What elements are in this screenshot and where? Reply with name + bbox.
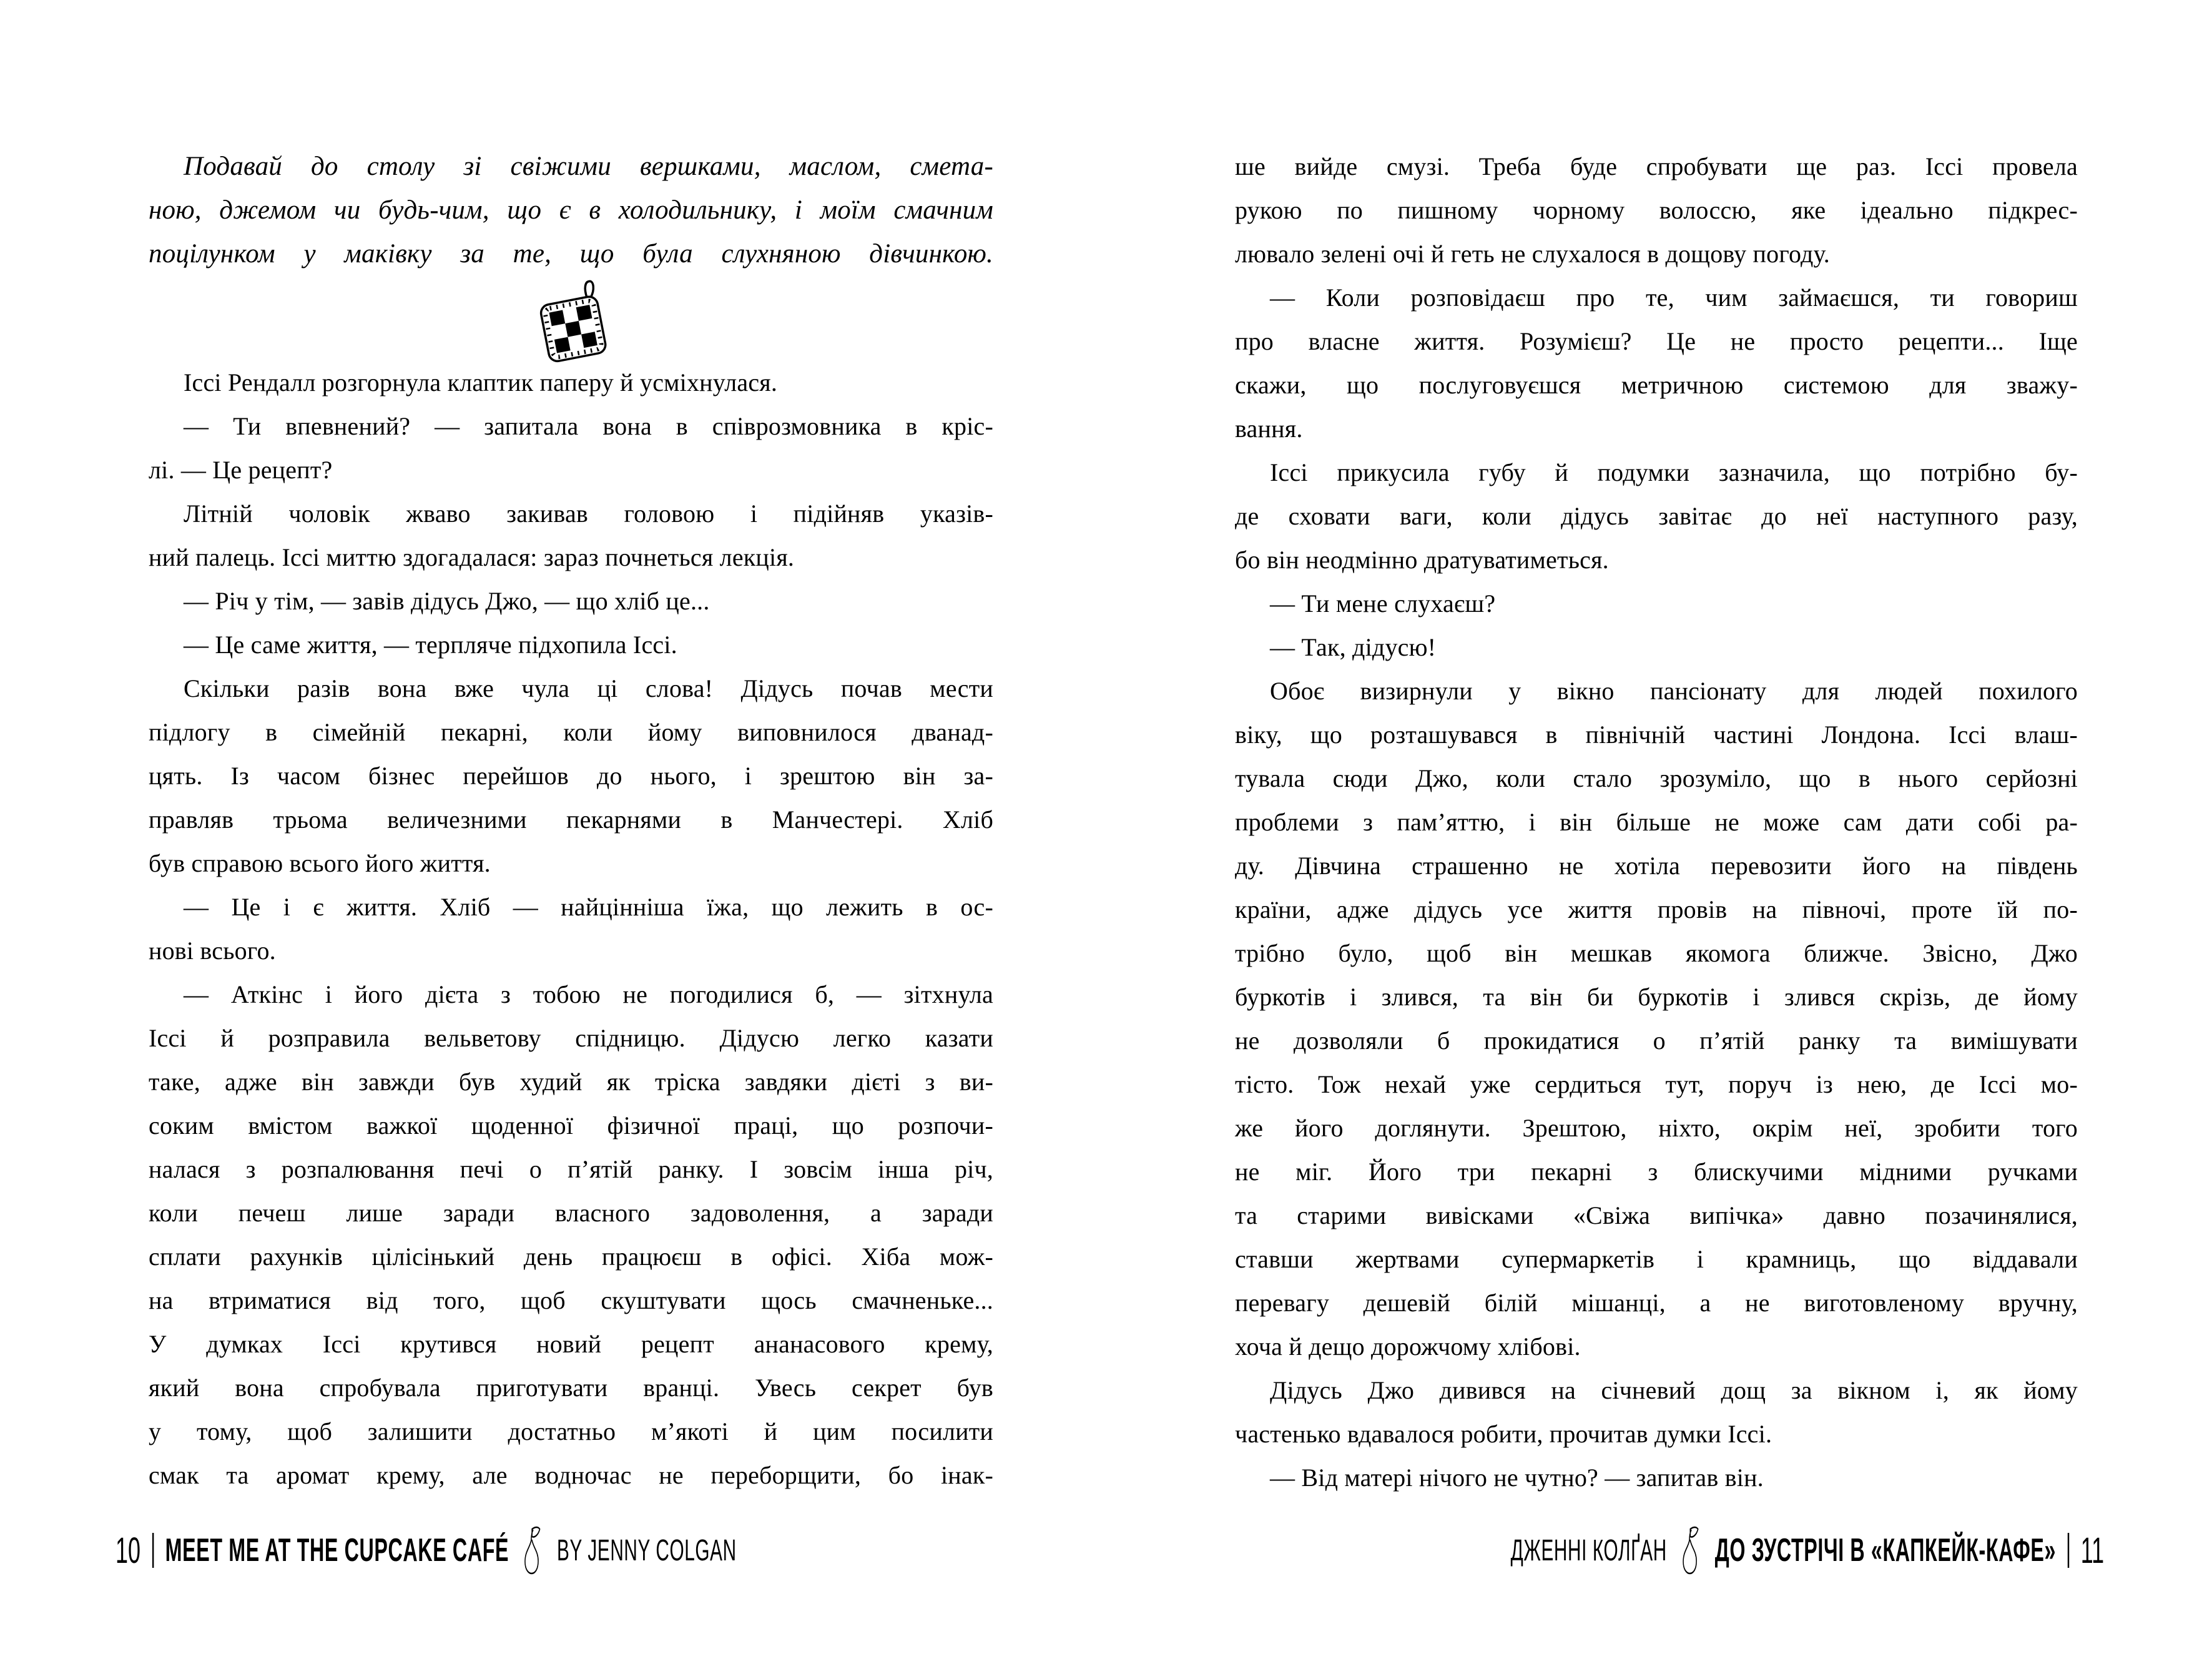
text-line: — Ти впевнений? — запитала вона в співрозмовника в кріс-: [184, 412, 993, 440]
text-line: який вона спробувала приготувати вранці. Увесь секрет був: [149, 1374, 993, 1402]
paragraph: [149, 623, 993, 667]
text-line: соким вмістом важкої щоденної фізичної праці, що розпочи-: [149, 1111, 993, 1140]
text-line: про власне життя. Розумієш? Це не просто рецепти... Іще: [1235, 327, 2078, 355]
text-line: Дідусь Джо дивився на січневий дощ за вікном і, як йому: [1270, 1376, 2078, 1404]
text-line: — Так, дідусю!: [1270, 633, 1437, 661]
text-line: Скільки разів вона вже чула ці слова! Дідусь почав мести: [184, 674, 993, 702]
text-line: лювало зелені очі й геть не слухалося в дощову погоду.: [1235, 240, 1830, 268]
text-line: трібно було, щоб він мешкав якомога ближче. Звісно, Джо: [1235, 939, 2078, 967]
paragraph: [149, 579, 993, 623]
paragraph: [1235, 451, 2078, 582]
paragraph: [149, 145, 993, 276]
text-line: хоча й дещо дорожчому хлібові.: [1235, 1332, 1581, 1361]
paragraph: [1235, 1369, 2078, 1456]
text-line: та старими вивісками «Свіжа випічка» давно позачинялися,: [1235, 1201, 2078, 1229]
paragraph: [1235, 626, 2078, 669]
paragraph: [1235, 1456, 2078, 1500]
text-line: проблеми з пам’яттю, і він більше не може сам дати собі ра-: [1235, 808, 2078, 836]
text-line: буркотів і злився, та він би буркотів і злився скрізь, де йому: [1235, 983, 2078, 1011]
text-line: рукою по пишному чорному волоссю, яке ідеально підкрес-: [1235, 196, 2078, 224]
text-line: Іссі Рендалл розгорнула клаптик паперу й усміхнулася.: [184, 368, 778, 396]
text-line: тувала сюди Джо, коли стало зрозуміло, що в нього серйозні: [1235, 764, 2078, 792]
paragraph: [149, 405, 993, 492]
text-line: — Від матері нічого не чутно? — запитав він.: [1270, 1464, 1764, 1492]
text-line: Іссі прикусила губу й подумки зазначила, що потрібно бу-: [1270, 458, 2078, 486]
text-line: не міг. Його три пекарні з блискучими мідними ручками: [1235, 1158, 2078, 1186]
text-line: підлогу в сімейній пекарні, коли йому виповнилося дванад-: [149, 718, 993, 746]
text-line: — Це саме життя, — терпляче підхопила Іссі.: [184, 631, 677, 659]
text-line: сплати рахунків цілісінький день працюєш в офісі. Хіба мож-: [149, 1243, 993, 1271]
paragraph: [149, 885, 993, 973]
text-line: — Річ у тім, — завів дідусь Джо, — що хліб це...: [184, 587, 710, 615]
book-title: ДО ЗУСТРІЧІ В «КАПКЕЙК-КАФЕ»: [1714, 1532, 2056, 1568]
text-line: ше вийде смузі. Треба буде спробувати ще раз. Іссі провела: [1235, 152, 2078, 180]
text-line: країни, адже дідусь усе життя провів на півночі, проте їй по-: [1235, 895, 2078, 923]
left-page-text: [149, 361, 993, 1497]
page-number: 11: [2080, 1530, 2104, 1571]
text-line: Обоє визирнули у вікно пансіонату для людей похилого: [1270, 677, 2078, 705]
text-line: скажи, що послуговуєшся метричною системою для зважу-: [1235, 371, 2078, 399]
text-line: ставши жертвами супермаркетів і крамниць, що віддавали: [1235, 1245, 2078, 1273]
pear-icon: [521, 1525, 546, 1575]
text-line: віку, що розташувався в північній частині Лондона. Іссі влаш-: [1235, 721, 2078, 749]
text-line: же його доглянути. Зрештою, ніхто, окрім неї, зробити того: [1235, 1114, 2078, 1142]
text-line: — Аткінс і його дієта з тобою не погодилися б, — зітхнула: [184, 980, 993, 1008]
paragraph: [149, 973, 993, 1497]
text-line: таке, адже він завжди був худий як тріска завдяки дієті з ви-: [149, 1068, 993, 1096]
paragraph: [1235, 145, 2078, 276]
text-line: правляв трьома величезними пекарнями в Манчестері. Хліб: [149, 805, 993, 834]
text-line: ний палець. Іссі миттю здогадалася: зараз почнеться лекція.: [149, 543, 795, 571]
text-line: — Ти мене слухаєш?: [1270, 589, 1496, 618]
right-page-text: [1235, 145, 2078, 1500]
text-line: вання.: [1235, 415, 1303, 443]
text-line: Подавай до столу зі свіжими вершками, маслом, смета-: [184, 152, 993, 181]
text-line: поцілунком у маківку за те, що була слухняною дівчинкою.: [149, 239, 993, 268]
text-line: де сховати ваги, коли дідусь завітає до неї наступного разу,: [1235, 502, 2078, 530]
text-line: нові всього.: [149, 937, 276, 965]
text-line: перевагу дешевій білій мішанці, а не виготовленому вручну,: [1235, 1289, 2078, 1317]
text-line: не дозволяли б прокидатися о п’ятій ранку та вимішувати: [1235, 1026, 2078, 1055]
paragraph: [1235, 276, 2078, 451]
author-name: ДЖЕННІ КОЛҐАН: [1510, 1533, 1667, 1567]
footer-divider: [2068, 1533, 2069, 1568]
text-line: був справою всього його життя.: [149, 849, 491, 877]
text-line: налася з розпалювання печі о п’ятій ранку. І зовсім інша річ,: [149, 1155, 993, 1183]
left-footer: [116, 1529, 737, 1572]
text-line: ною, джемом чи будь-чим, що є в холодильнику, і моїм смачним: [149, 195, 993, 225]
book-title: MEET ME AT THE CUPCAKE CAFÉ: [165, 1532, 509, 1568]
text-line: — Це і є життя. Хліб — найцінніша їжа, що лежить в ос-: [184, 893, 993, 921]
footer-divider: [152, 1533, 154, 1568]
text-line: тісто. Тож нехай уже сердиться тут, поруч із нею, де Іссі мо-: [1235, 1070, 2078, 1098]
paragraph: [149, 361, 993, 405]
paragraph: [149, 667, 993, 885]
paragraph: [149, 492, 993, 579]
text-line: Іссі й розправила вельветову спідницю. Дідусю легко казати: [149, 1024, 993, 1052]
text-line: лі. — Це рецепт?: [149, 456, 333, 484]
epigraph: [149, 145, 993, 276]
text-line: частенько вдавалося робити, прочитав думки Іссі.: [1235, 1420, 1772, 1448]
text-line: Літній чоловік жваво закивав головою і підійняв указів-: [184, 500, 993, 528]
text-line: У думках Іссі крутився новий рецепт ананасового крему,: [149, 1330, 993, 1358]
paragraph: [1235, 582, 2078, 626]
page-number: 10: [116, 1530, 140, 1571]
text-line: — Коли розповідаєш про те, чим займаєшся, ти говориш: [1270, 283, 2078, 312]
text-line: смак та аромат крему, але водночас не переборщити, бо інак-: [149, 1461, 993, 1489]
author-name: BY JENNY COLGAN: [557, 1533, 737, 1567]
potholder-icon: [532, 272, 613, 369]
text-line: бо він неодмінно дратуватиметься.: [1235, 546, 1609, 574]
text-line: у тому, щоб залишити достатньо м’якоті й цим посилити: [149, 1417, 993, 1445]
text-line: цять. Із часом бізнес перейшов до нього, і зрештою він за-: [149, 762, 993, 790]
text-line: коли печеш лише заради власного задоволення, а заради: [149, 1199, 993, 1227]
right-footer: [1510, 1529, 2104, 1572]
text-line: ду. Дівчина страшенно не хотіла перевозити його на південь: [1235, 852, 2078, 880]
pear-icon: [1678, 1525, 1703, 1575]
paragraph: [1235, 669, 2078, 1369]
text-line: на втриматися від того, щоб скуштувати щось смачненьке...: [149, 1286, 993, 1314]
